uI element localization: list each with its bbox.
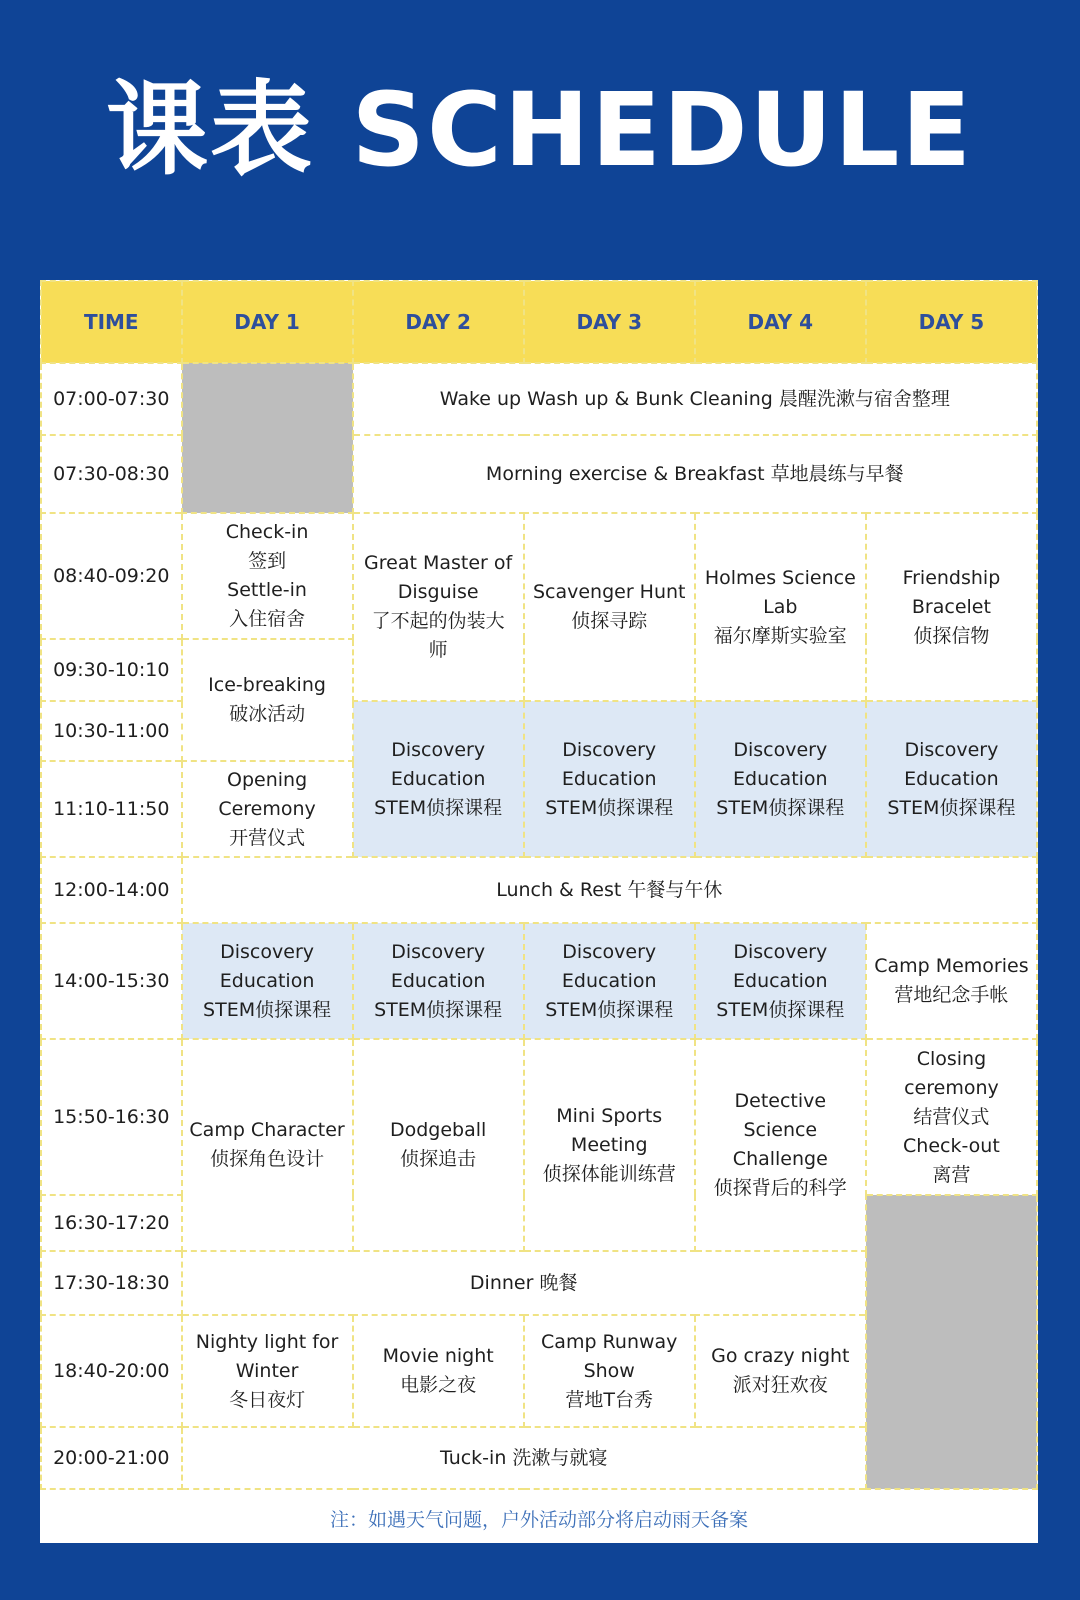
activity-cell (182, 639, 353, 761)
tuckin-cell: Tuck-in 洗漱与就寝 (182, 1427, 866, 1489)
cell-line: Education (390, 767, 486, 790)
cell-line: Settle-in (227, 579, 307, 601)
activity-cell (695, 701, 866, 857)
cell-line: STEM侦探课程 (203, 998, 332, 1021)
cell-line: 了不起的伪装大 (371, 610, 505, 632)
activity-cell (866, 513, 1037, 701)
time-cell: 18:40-20:00 (41, 1315, 182, 1427)
cell-line: Opening (227, 768, 308, 791)
activity-cell (524, 701, 695, 857)
time-cell: 17:30-18:30 (41, 1251, 182, 1315)
cell-line: 营地T台秀 (565, 1388, 654, 1411)
cell-line: 福尔摩斯实验室 (713, 624, 847, 647)
cell-line: STEM侦探课程 (545, 998, 674, 1021)
cell-line: 冬日夜灯 (229, 1388, 306, 1411)
header-day-2: DAY 2 (353, 281, 524, 363)
cell-line: Education (733, 969, 828, 992)
cell-line: Great Master of (364, 552, 513, 574)
time-cell: 20:00-21:00 (41, 1427, 182, 1489)
lunch-cell: Lunch & Rest 午餐与午休 (182, 857, 1037, 923)
cell-line: 侦探信物 (913, 624, 990, 647)
activity-cell (695, 513, 866, 701)
header-row (41, 281, 1037, 363)
activity-cell (524, 513, 695, 701)
table-row (41, 923, 1037, 1039)
cell-line: 开营仪式 (229, 826, 306, 849)
cell-line: Discovery (562, 940, 657, 963)
table-row (41, 363, 1037, 435)
cell-line: 侦探体能训练营 (542, 1162, 676, 1185)
header-day-4: DAY 4 (695, 281, 866, 363)
cell-line: Check-in (225, 521, 309, 543)
activity-cell (182, 923, 353, 1039)
cell-line: Camp Runway (541, 1330, 678, 1353)
table-row (41, 857, 1037, 923)
activity-cell (182, 761, 353, 857)
cell-line: Nighty light for (195, 1330, 339, 1353)
activity-cell (182, 1315, 353, 1427)
time-cell: 08:40-09:20 (41, 513, 182, 639)
cell-line: Camp Character (189, 1119, 345, 1141)
cell-line: Bracelet (911, 595, 991, 618)
cell-line: 离营 (932, 1163, 971, 1186)
cell-line: 派对狂欢夜 (732, 1374, 828, 1396)
cell-line: Education (904, 767, 999, 790)
cell-line: Meeting (570, 1133, 648, 1156)
cell-line: Holmes Science (704, 566, 856, 589)
activity-cell (695, 1315, 866, 1427)
time-cell: 12:00-14:00 (41, 857, 182, 923)
schedule-card (40, 280, 1038, 1543)
activity-cell (695, 923, 866, 1039)
cell-line: Discovery (733, 738, 828, 761)
cell-line: 侦探寻踪 (571, 610, 648, 632)
cell-line: 侦探追击 (400, 1148, 477, 1170)
cell-line: STEM侦探课程 (716, 796, 845, 819)
cell-line: Education (733, 767, 828, 790)
empty-cell (182, 363, 353, 513)
cell-line: Discovery (391, 738, 486, 761)
time-cell: 11:10-11:50 (41, 761, 182, 857)
cell-line: Movie night (382, 1345, 494, 1367)
cell-line: Disguise (397, 581, 479, 603)
activity-cell (182, 513, 353, 639)
cell-line: 师 (428, 639, 448, 661)
cell-line: Discovery (391, 940, 486, 963)
table-row (41, 513, 1037, 639)
schedule-table (40, 280, 1038, 1490)
cell-line: Go crazy night (711, 1345, 850, 1367)
cell-line: Education (561, 969, 657, 992)
cell-line: Discovery (220, 940, 314, 963)
cell-line: Detective (734, 1090, 827, 1112)
empty-cell (866, 1195, 1037, 1489)
header-day-3: DAY 3 (524, 281, 695, 363)
activity-cell (353, 923, 524, 1039)
cell-line: STEM侦探课程 (887, 796, 1016, 819)
cell-line: 电影之夜 (400, 1374, 477, 1396)
cell-line: Check-out (903, 1134, 1000, 1157)
cell-line: Ice-breaking (208, 674, 326, 696)
table-row (41, 1039, 1037, 1195)
cell-line: 签到 (248, 550, 287, 572)
activity-cell (524, 1315, 695, 1427)
cell-line: STEM侦探课程 (374, 796, 503, 819)
activity-cell (695, 1039, 866, 1251)
cell-line: Science (743, 1119, 818, 1141)
time-cell: 07:00-07:30 (41, 363, 182, 435)
cell-line: Closing (916, 1047, 987, 1070)
cell-line: 入住宿舍 (229, 608, 306, 630)
cell-line: Challenge (732, 1148, 828, 1170)
activity-cell (866, 1039, 1037, 1195)
dinner-cell: Dinner 晚餐 (182, 1251, 866, 1315)
activity-cell (524, 923, 695, 1039)
cell-line: STEM侦探课程 (545, 796, 674, 819)
page-title: 课表 SCHEDULE (106, 71, 974, 190)
activity-cell (353, 701, 524, 857)
cell-line: Discovery (562, 738, 657, 761)
cell-line: Scavenger Hunt (532, 581, 686, 603)
time-cell: 10:30-11:00 (41, 701, 182, 761)
morning-cell: Morning exercise & Breakfast 草地晨练与早餐 (353, 435, 1037, 513)
time-cell: 16:30-17:20 (41, 1195, 182, 1251)
cell-line: Discovery (733, 940, 828, 963)
time-cell: 15:50-16:30 (41, 1039, 182, 1195)
cell-line: STEM侦探课程 (374, 998, 503, 1021)
cell-line: Mini Sports (556, 1104, 663, 1127)
activity-cell (182, 1039, 353, 1251)
cell-line: Discovery (904, 738, 999, 761)
activity-cell (866, 923, 1037, 1039)
cell-line: 结营仪式 (913, 1105, 990, 1128)
cell-line: Education (561, 767, 657, 790)
activity-cell (866, 701, 1037, 857)
header-day-5: DAY 5 (866, 281, 1037, 363)
header-time: TIME (41, 281, 182, 363)
cell-line: Education (390, 969, 486, 992)
cell-line: 侦探背后的科学 (713, 1177, 847, 1199)
wakeup-cell: Wake up Wash up & Bunk Cleaning 晨醒洗漱与宿舍整理 (353, 363, 1037, 435)
cell-line: Camp Memories (874, 955, 1029, 977)
cell-line: Friendship (902, 566, 1001, 589)
time-cell: 07:30-08:30 (41, 435, 182, 513)
time-cell: 09:30-10:10 (41, 639, 182, 701)
cell-line: ceremony (904, 1076, 999, 1099)
cell-line: 营地纪念手帐 (894, 984, 1009, 1006)
cell-line: Education (219, 969, 315, 992)
cell-line: Winter (235, 1359, 299, 1382)
cell-line: Ceremony (218, 797, 316, 820)
cell-line: 侦探角色设计 (210, 1148, 325, 1170)
activity-cell (353, 1039, 524, 1251)
cell-line: 破冰活动 (229, 703, 306, 725)
activity-cell (524, 1039, 695, 1251)
cell-line: Lab (763, 595, 798, 618)
time-cell: 14:00-15:30 (41, 923, 182, 1039)
activity-cell (353, 513, 524, 701)
cell-line: Dodgeball (389, 1119, 487, 1141)
weather-note: 注：如遇天气问题，户外活动部分将启动雨天备案 (329, 1509, 748, 1531)
cell-line: Show (583, 1359, 635, 1382)
cell-line: STEM侦探课程 (716, 998, 845, 1021)
activity-cell (353, 1315, 524, 1427)
header-day-1: DAY 1 (182, 281, 353, 363)
